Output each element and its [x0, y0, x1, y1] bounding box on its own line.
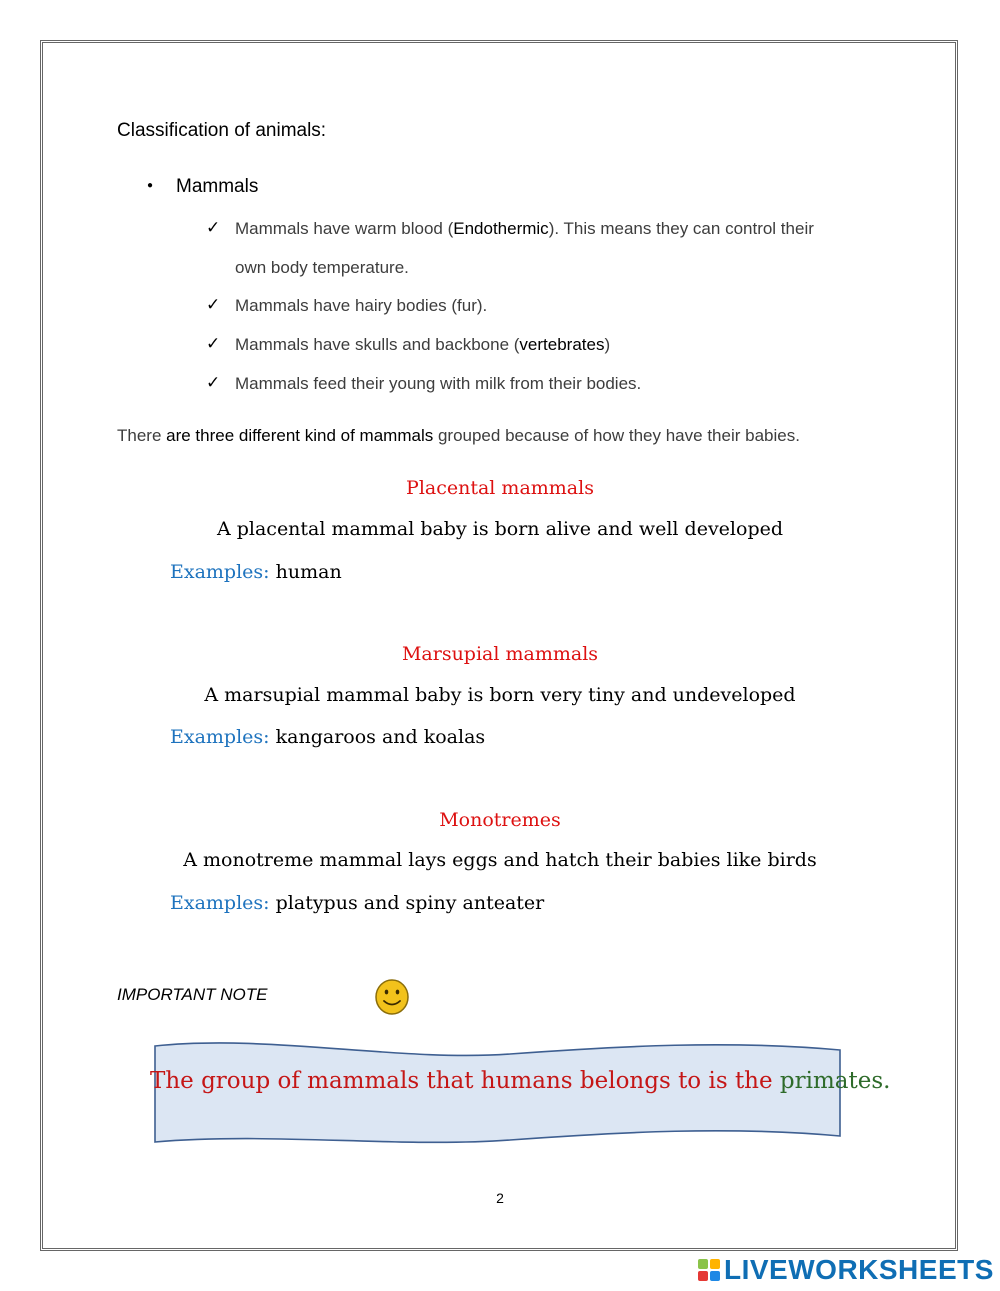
- page-title: Classification of animals:: [117, 120, 327, 141]
- note-banner-text: The group of mammals that humans belongs to is the primates.: [150, 1068, 891, 1094]
- page-number: 2: [496, 1190, 504, 1206]
- group-description-placental: A placental mammal baby is born alive and well developed: [216, 518, 784, 540]
- mammal-point-1: Mammals have warm blood (Endothermic). This means they can control their: [235, 219, 814, 238]
- bold-phrase: are three different kind of mammals: [166, 426, 434, 445]
- group-description-marsupial: A marsupial mammal baby is born very tiny and undeveloped: [204, 684, 796, 706]
- bullet-dot-icon: ●: [147, 180, 154, 191]
- highlight-word: primates.: [779, 1068, 891, 1094]
- important-note-label: IMPORTANT NOTE: [117, 985, 268, 1004]
- logo-tiles-icon: [698, 1259, 720, 1281]
- note-banner: [150, 1040, 891, 1148]
- checkmark-icon: ✓: [206, 295, 221, 314]
- group-examples-monotremes: Examples: platypus and spiny anteater: [170, 892, 545, 914]
- group-heading-marsupial: Marsupial mammals: [401, 643, 599, 665]
- mammals-heading: Mammals: [176, 176, 259, 197]
- mammal-point-3: Mammals have skulls and backbone (vertebrates): [235, 335, 611, 354]
- group-heading-placental: Placental mammals: [406, 477, 594, 499]
- bold-term: vertebrates: [519, 335, 605, 354]
- bold-term: Endothermic: [453, 219, 549, 238]
- checkmark-icon: ✓: [206, 334, 221, 353]
- checkmark-icon: ✓: [206, 373, 221, 392]
- mammal-point-1-continued: own body temperature.: [235, 258, 409, 277]
- group-examples-placental: Examples: human: [170, 561, 342, 583]
- smiley-face-icon: [374, 978, 410, 1016]
- liveworksheets-logo: [698, 1256, 994, 1284]
- mammal-point-2: Mammals have hairy bodies (fur).: [235, 296, 488, 315]
- group-heading-monotremes: Monotremes: [439, 809, 561, 831]
- brand-name: LIVEWORKSHEETS: [724, 1254, 994, 1285]
- checkmark-icon: ✓: [206, 218, 221, 237]
- group-examples-marsupial: Examples: kangaroos and koalas: [170, 726, 486, 748]
- intro-sentence: There are three different kind of mammals grouped because of how they have their babies.: [117, 426, 800, 445]
- mammal-point-4: Mammals feed their young with milk from their bodies.: [235, 374, 642, 393]
- group-description-monotremes: A monotreme mammal lays eggs and hatch their babies like birds: [183, 849, 817, 871]
